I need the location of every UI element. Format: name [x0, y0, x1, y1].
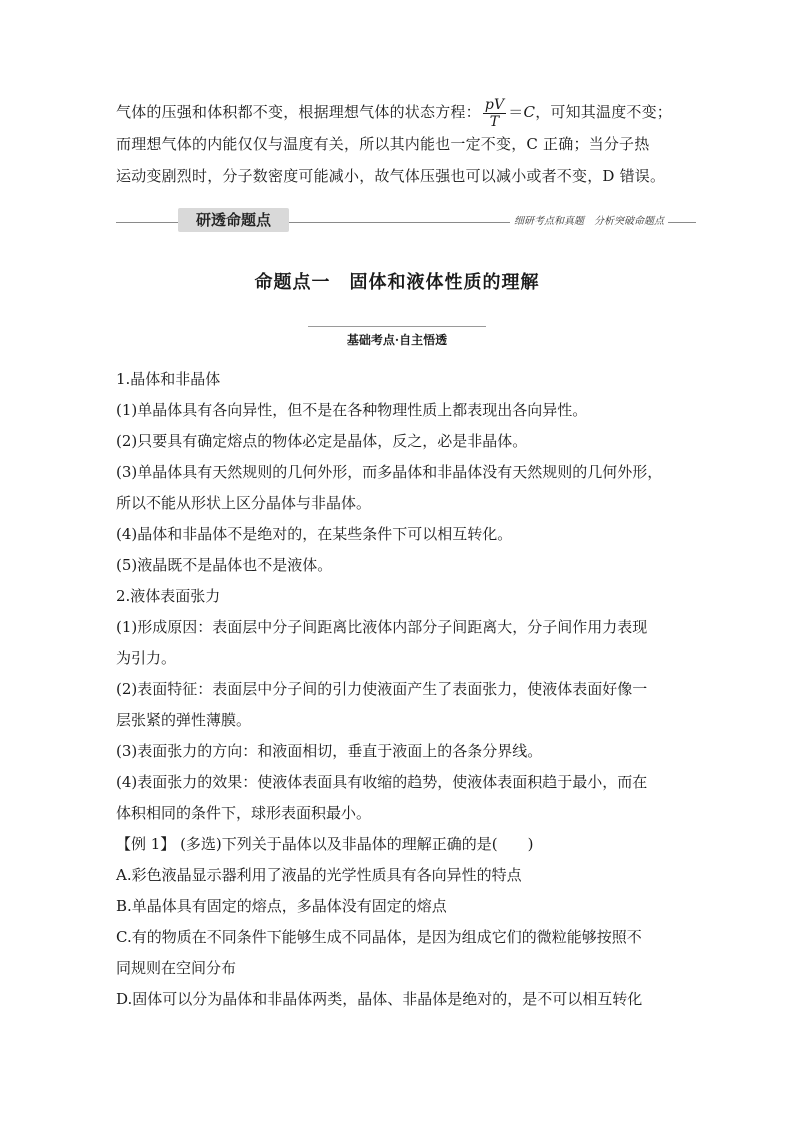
- option-c: C.有的物质在不同条件下能够生成不同晶体，是因为组成它们的微粒能够按照不: [116, 928, 642, 946]
- section-tab: 研透命题点: [178, 208, 289, 232]
- body-line: (1)单晶体具有各向异性，但不是在各种物理性质上都表现出各向异性。: [116, 401, 588, 419]
- intro-line-2: 而理想气体的内能仅仅与温度有关，所以其内能也一定不变，C 正确；当分子热: [116, 135, 650, 153]
- section-side-note: 细研考点和真题 分析突破命题点: [510, 215, 668, 229]
- body-line: 体积相同的条件下，球形表面积最小。: [116, 804, 372, 822]
- intro-line-3: 运动变剧烈时，分子数密度可能减小，故气体压强也可以减小或者不变，D 错误。: [116, 167, 666, 185]
- body-line: 2.液体表面张力: [116, 587, 221, 605]
- intro-text: 气体的压强和体积都不变，根据理想气体的状态方程：: [116, 103, 481, 121]
- option-d: D.固体可以分为晶体和非晶体两类，晶体、非晶体是绝对的，是不可以相互转化: [116, 990, 643, 1008]
- body-line: 所以不能从形状上区分晶体与非晶体。: [116, 494, 372, 512]
- body-line: (4)表面张力的效果：使液体表面具有收缩的趋势，使液体表面积趋于最小，而在: [116, 773, 648, 791]
- example-title: 【例 1】 (多选)下列关于晶体以及非晶体的理解正确的是( ): [116, 835, 534, 853]
- body-line: 1.晶体和非晶体: [116, 370, 221, 388]
- body-line: (3)单晶体具有天然规则的几何外形，而多晶体和非晶体没有天然规则的几何外形，: [116, 463, 663, 481]
- sub-heading: 基础考点·自主悟透: [308, 326, 486, 353]
- intro-text: ，可知其温度不变；: [535, 103, 672, 121]
- body-content: [116, 364, 696, 1015]
- section-bar: [116, 208, 696, 232]
- option-a: A.彩色液晶显示器利用了液晶的光学性质具有各向异性的特点: [116, 866, 522, 884]
- body-line: 为引力。: [116, 649, 177, 667]
- equals-sign: ＝: [508, 103, 524, 121]
- fraction-denominator: T: [489, 113, 500, 130]
- body-line: (1)形成原因：表面层中分子间距离比液体内部分子间距离大，分子间作用力表现: [116, 618, 648, 636]
- body-line: (4)晶体和非晶体不是绝对的，在某些条件下可以相互转化。: [116, 525, 513, 543]
- intro-paragraph: [116, 96, 696, 192]
- body-line: (2)表面特征：表面层中分子间的引力使液面产生了表面张力，使液体表面好像一: [116, 680, 648, 698]
- body-line: 层张紧的弹性薄膜。: [116, 711, 252, 729]
- fraction: [483, 97, 506, 130]
- body-line: (3)表面张力的方向：和液面相切，垂直于液面上的各条分界线。: [116, 742, 543, 760]
- option-b: B.单晶体具有固定的熔点，多晶体没有固定的熔点: [116, 897, 447, 915]
- fraction-numerator: pV: [484, 96, 505, 113]
- constant-c: C: [523, 103, 536, 121]
- body-line: (2)只要具有确定熔点的物体必定是晶体，反之，必是非晶体。: [116, 432, 528, 450]
- option-c-cont: 同规则在空间分布: [116, 959, 237, 977]
- intro-line-1: [116, 96, 696, 128]
- page-title: 命题点一 固体和液体性质的理解: [254, 272, 540, 293]
- body-line: (5)液晶既不是晶体也不是液体。: [116, 556, 333, 574]
